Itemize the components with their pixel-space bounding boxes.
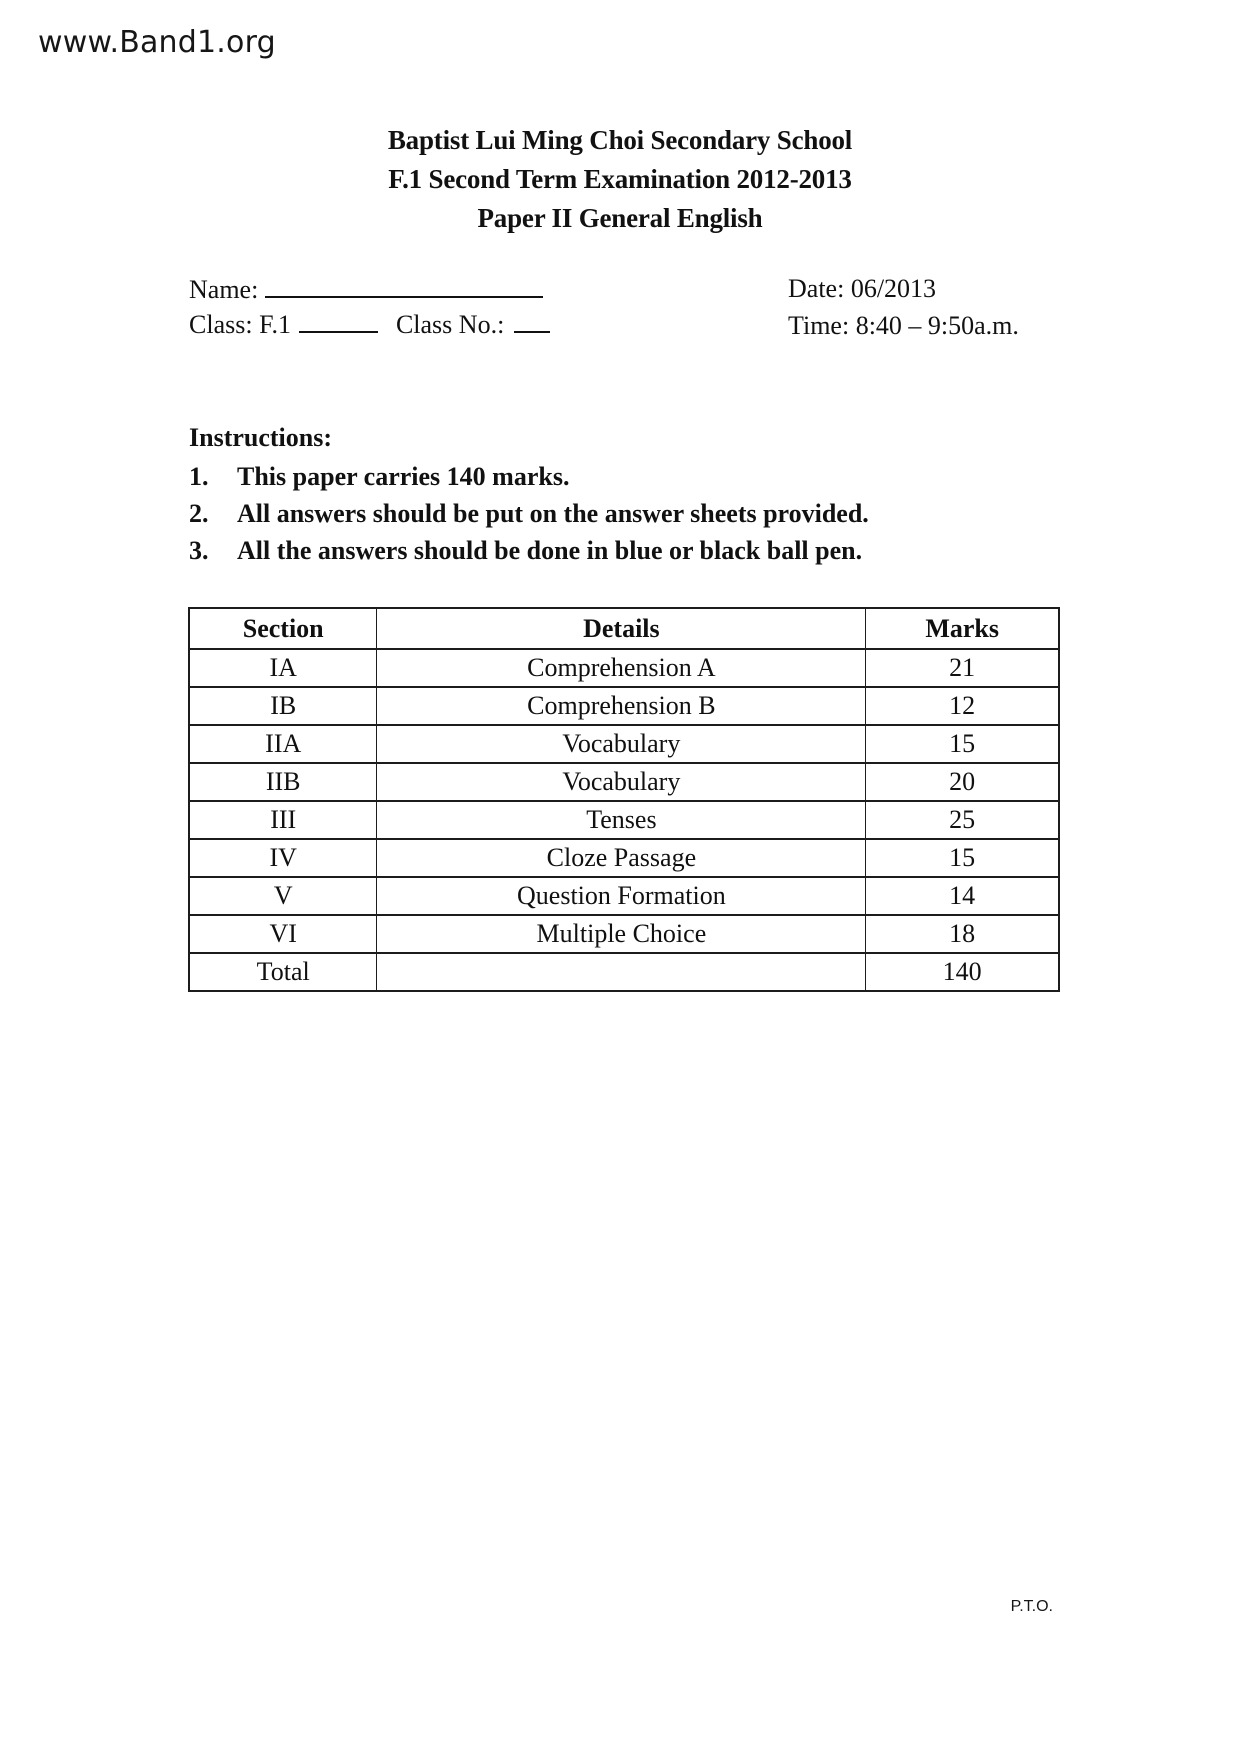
table-row: [189, 877, 1059, 915]
cell-section: IIB: [189, 763, 377, 801]
time-label: Time:: [788, 311, 850, 340]
cell-details: [377, 953, 866, 991]
table-row: [189, 839, 1059, 877]
page-turn-over-label: P.T.O.: [1010, 1598, 1053, 1615]
exam-title: F.1 Second Term Examination 2012-2013: [388, 164, 852, 194]
table-row: [189, 915, 1059, 953]
cell-marks: 18: [866, 915, 1059, 953]
table-row: [189, 687, 1059, 725]
date-field: [788, 274, 936, 304]
time-value: 8:40 – 9:50a.m.: [855, 311, 1019, 340]
cell-section: V: [189, 877, 377, 915]
cell-details: Tenses: [377, 801, 866, 839]
table-header-marks: Marks: [866, 608, 1059, 649]
instruction-item: [189, 501, 869, 527]
time-field: [788, 311, 1019, 341]
instruction-text: All answers should be put on the answer sheets provided.: [237, 499, 869, 528]
cell-section: IIA: [189, 725, 377, 763]
name-field: [189, 274, 543, 305]
instructions-heading: Instructions:: [189, 423, 333, 452]
table-row: [189, 725, 1059, 763]
cell-marks: 12: [866, 687, 1059, 725]
cell-marks: 15: [866, 839, 1059, 877]
instruction-number: 3.: [189, 536, 209, 565]
class-label: Class: F.1: [189, 310, 291, 339]
instruction-item: [189, 538, 869, 564]
date-label: Date:: [788, 274, 845, 303]
date-value: 06/2013: [850, 274, 937, 303]
cell-section: III: [189, 801, 377, 839]
paper-title: Paper II General English: [477, 203, 763, 233]
instructions-list: [189, 464, 869, 564]
class-no-blank-line: [514, 309, 550, 333]
cell-details: Multiple Choice: [377, 915, 866, 953]
cell-details: Comprehension B: [377, 687, 866, 725]
table-header-row: [189, 608, 1059, 649]
cell-marks: 14: [866, 877, 1059, 915]
table-row: [189, 763, 1059, 801]
instruction-text: All the answers should be done in blue or black ball pen.: [237, 536, 863, 565]
cell-section: Total: [189, 953, 377, 991]
cell-details: Vocabulary: [377, 725, 866, 763]
instruction-number: 2.: [189, 499, 209, 528]
name-blank-line: [265, 274, 543, 298]
cell-marks: 140: [866, 953, 1059, 991]
cell-details: Question Formation: [377, 877, 866, 915]
table-header-details: Details: [377, 608, 866, 649]
name-label: Name:: [189, 275, 259, 304]
table-row: [189, 801, 1059, 839]
instructions-block: [189, 424, 869, 575]
class-field: [189, 309, 550, 340]
class-no-label: Class No.:: [395, 310, 505, 339]
table-row: [189, 649, 1059, 687]
cell-section: IV: [189, 839, 377, 877]
cell-marks: 21: [866, 649, 1059, 687]
cell-marks: 20: [866, 763, 1059, 801]
cell-details: Cloze Passage: [377, 839, 866, 877]
cell-details: Comprehension A: [377, 649, 866, 687]
table-row-total: [189, 953, 1059, 991]
cell-section: VI: [189, 915, 377, 953]
table-header-section: Section: [189, 608, 377, 649]
title-block: [0, 121, 1240, 238]
class-blank-line: [299, 309, 378, 333]
school-name: Baptist Lui Ming Choi Secondary School: [387, 125, 853, 155]
watermark-url: www.Band1.org: [38, 25, 276, 60]
cell-section: IB: [189, 687, 377, 725]
instruction-number: 1.: [189, 462, 209, 491]
cell-marks: 15: [866, 725, 1059, 763]
cell-marks: 25: [866, 801, 1059, 839]
marks-table: [188, 607, 1060, 992]
cell-details: Vocabulary: [377, 763, 866, 801]
instruction-text: This paper carries 140 marks.: [237, 462, 570, 491]
cell-section: IA: [189, 649, 377, 687]
instruction-item: [189, 464, 869, 490]
